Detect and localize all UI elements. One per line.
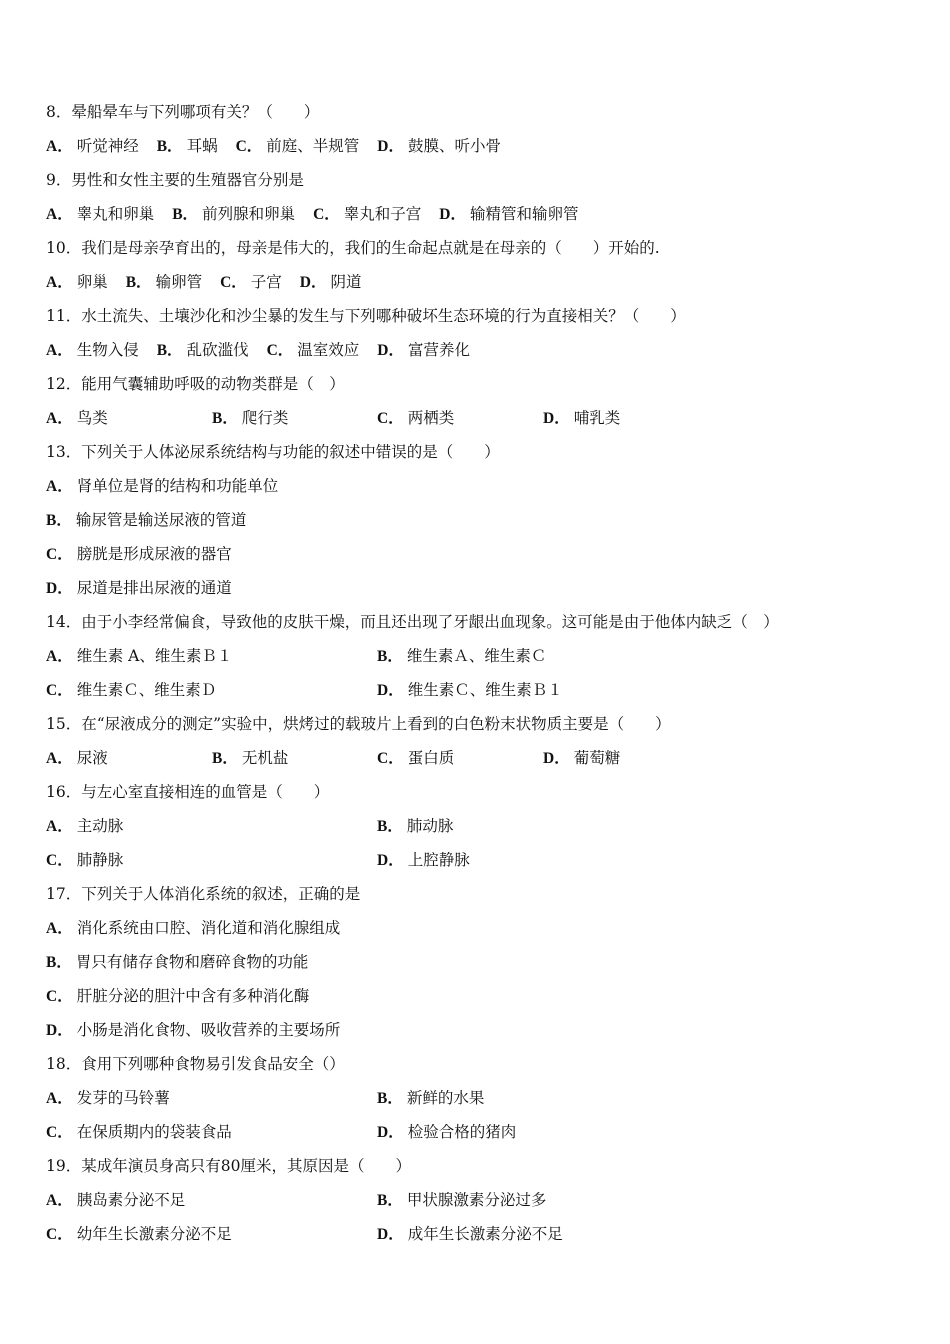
option-letter: B．: [46, 512, 72, 529]
option-letter: A．: [46, 818, 73, 835]
question-2-option-c: [220, 273, 282, 291]
question-9-option-b: [46, 953, 308, 971]
option-text: 两栖类: [407, 409, 455, 427]
option-text: 小肠是消化食物、吸收营养的主要场所: [76, 1021, 341, 1039]
question-2-option-a: [46, 273, 108, 291]
options-row: [46, 474, 906, 498]
question-stem: 16．与左心室直接相连的血管是（ ）: [46, 783, 330, 801]
options-row: [46, 1086, 906, 1110]
question-11-option-c: [46, 1222, 232, 1247]
question-3-option-b: [157, 341, 249, 359]
option-letter: D．: [299, 274, 327, 291]
question-7-option-b: [212, 746, 288, 771]
options-row: [46, 406, 906, 430]
option-text: 维生素Ａ、维生素Ｃ: [406, 647, 547, 665]
question-9-option-c: [46, 987, 309, 1005]
question-1-option-a: [46, 205, 154, 223]
question-stem: 17．下列关于人体消化系统的叙述，正确的是: [46, 885, 361, 903]
option-letter: B．: [172, 206, 199, 223]
question-8-option-b: [377, 814, 453, 839]
option-text: 温室效应: [297, 341, 360, 359]
options-row: [46, 270, 906, 294]
options-row: [46, 508, 906, 532]
option-text: 膀胱是形成尿液的器官: [76, 545, 232, 563]
option-text: 葡萄糖: [573, 749, 621, 767]
option-text: 肺动脉: [406, 817, 454, 835]
option-letter: C．: [46, 546, 73, 563]
option-text: 睾丸和子宫: [343, 205, 422, 223]
question-6-option-a: [46, 644, 232, 669]
option-text: 消化系统由口腔、消化道和消化腺组成: [76, 919, 341, 937]
question-6-option-c: [46, 678, 216, 703]
question-4-option-c: [377, 406, 454, 431]
option-letter: C．: [46, 1226, 73, 1243]
question-5-option-a: [46, 477, 278, 495]
option-text: 鸟类: [76, 409, 108, 427]
question-0-option-d: [377, 137, 501, 155]
question-5-option-c: [46, 545, 232, 563]
option-letter: B．: [377, 1192, 403, 1209]
option-text: 爬行类: [241, 409, 289, 427]
option-letter: D．: [377, 138, 404, 155]
options-row: [46, 338, 906, 362]
option-text: 尿道是排出尿液的通道: [76, 579, 232, 597]
option-text: 甲状腺激素分泌过多: [406, 1191, 547, 1209]
option-text: 维生素 A、维生素Ｂ１: [76, 647, 233, 665]
question-3-option-c: [267, 341, 360, 359]
option-letter: D．: [46, 580, 73, 597]
option-text: 富营养化: [408, 341, 471, 359]
option-letter: B．: [377, 1090, 403, 1107]
question-1-option-c: [313, 205, 421, 223]
option-text: 主动脉: [76, 817, 124, 835]
option-letter: A．: [46, 1090, 73, 1107]
question-3-option-a: [46, 341, 139, 359]
question-stem: 19．某成年演员身高只有80厘米，其原因是（ ）: [46, 1157, 411, 1175]
option-text: 前庭、半规管: [266, 137, 360, 155]
option-letter: C．: [377, 410, 404, 427]
question-stem: 8．晕船晕车与下列哪项有关？（ ）: [46, 103, 320, 121]
option-letter: D．: [377, 852, 404, 869]
options-row: [46, 134, 906, 158]
option-letter: B．: [156, 138, 183, 155]
option-text: 肺静脉: [76, 851, 124, 869]
option-letter: C．: [46, 1124, 73, 1141]
option-text: 胃只有储存食物和磨碎食物的功能: [75, 953, 309, 971]
option-letter: C．: [266, 342, 294, 359]
options-row: [46, 984, 906, 1008]
option-letter: B．: [377, 818, 403, 835]
option-text: 尿液: [76, 749, 108, 767]
option-text: 耳蜗: [186, 137, 218, 155]
question-4-option-b: [212, 406, 288, 431]
question-stem: 11．水土流失、土壤沙化和沙尘暴的发生与下列哪种破坏生态环境的行为直接相关？（ ）: [46, 307, 686, 325]
question-stem: 15．在“尿液成分的测定”实验中，烘烤过的载玻片上看到的白色粉末状物质主要是（ ）: [46, 715, 671, 733]
option-letter: A．: [46, 478, 73, 495]
question-6-option-d: [377, 678, 563, 703]
question-6-option-b: [377, 644, 546, 669]
question-5-option-b: [46, 511, 246, 529]
option-letter: D．: [543, 410, 570, 427]
option-letter: D．: [439, 206, 466, 223]
question-0-option-c: [236, 137, 360, 155]
option-letter: B．: [212, 750, 238, 767]
option-letter: D．: [377, 1124, 404, 1141]
option-text: 输精管和输卵管: [470, 205, 579, 223]
option-text: 哺乳类: [573, 409, 621, 427]
options-row: [46, 916, 906, 940]
options-row: [46, 848, 906, 872]
option-text: 新鲜的水果: [406, 1089, 485, 1107]
option-text: 幼年生长激素分泌不足: [76, 1225, 232, 1243]
option-letter: D．: [377, 1226, 404, 1243]
option-text: 检验合格的猪肉: [407, 1123, 517, 1141]
question-9-option-d: [46, 1021, 340, 1039]
option-letter: A．: [46, 1192, 73, 1209]
option-text: 睾丸和卵巢: [76, 205, 155, 223]
option-letter: A．: [46, 648, 73, 665]
options-row: [46, 576, 906, 600]
question-8-option-c: [46, 848, 123, 873]
option-letter: B．: [377, 648, 403, 665]
question-9-option-a: [46, 919, 340, 937]
question-7-option-c: [377, 746, 454, 771]
question-0-option-a: [46, 137, 139, 155]
question-7-option-a: [46, 746, 108, 771]
option-text: 阴道: [330, 273, 362, 291]
option-letter: C．: [46, 988, 73, 1005]
options-row: [46, 1222, 906, 1246]
options-row: [46, 950, 906, 974]
question-11-option-b: [377, 1188, 546, 1213]
question-4-option-a: [46, 406, 108, 431]
question-1-option-d: [439, 205, 578, 223]
option-letter: C．: [377, 750, 404, 767]
option-letter: B．: [212, 410, 238, 427]
option-text: 无机盐: [241, 749, 289, 767]
option-text: 听觉神经: [76, 137, 139, 155]
options-row: [46, 746, 906, 770]
option-letter: C．: [46, 852, 73, 869]
option-text: 前列腺和卵巢: [202, 205, 296, 223]
question-stem: 9．男性和女性主要的生殖器官分别是: [46, 171, 304, 189]
option-text: 发芽的马铃薯: [76, 1089, 170, 1107]
options-row: [46, 678, 906, 702]
option-letter: D．: [377, 682, 404, 699]
option-letter: B．: [125, 274, 152, 291]
question-8-option-d: [377, 848, 470, 873]
option-letter: D．: [377, 342, 404, 359]
question-10-option-b: [377, 1086, 484, 1111]
option-text: 输卵管: [155, 273, 203, 291]
option-letter: D．: [46, 1022, 73, 1039]
options-row: [46, 1018, 906, 1042]
question-2-option-b: [126, 273, 202, 291]
option-text: 蛋白质: [407, 749, 455, 767]
option-letter: A．: [46, 138, 73, 155]
option-letter: C．: [235, 138, 263, 155]
option-text: 维生素Ｃ、维生素Ｂ１: [407, 681, 563, 699]
option-letter: A．: [46, 750, 73, 767]
question-stem: 12．能用气囊辅助呼吸的动物类群是（ ）: [46, 375, 345, 393]
question-2-option-d: [300, 273, 362, 291]
options-row: [46, 644, 906, 668]
question-5-option-d: [46, 579, 232, 597]
option-letter: A．: [46, 206, 73, 223]
options-row: [46, 542, 906, 566]
option-letter: C．: [313, 206, 340, 223]
option-text: 维生素Ｃ、维生素Ｄ: [76, 681, 217, 699]
option-text: 乱砍滥伐: [186, 341, 249, 359]
option-letter: C．: [220, 274, 247, 291]
option-text: 输尿管是输送尿液的管道: [75, 511, 247, 529]
question-0-option-b: [157, 137, 218, 155]
question-1-option-b: [172, 205, 295, 223]
question-11-option-a: [46, 1188, 185, 1213]
question-stem: 14．由于小李经常偏食，导致他的皮肤干燥，而且还出现了牙龈出血现象。这可能是由于他体内缺乏（ ）: [46, 613, 779, 631]
option-letter: B．: [46, 954, 72, 971]
option-letter: A．: [46, 274, 73, 291]
question-stem: 10．我们是母亲孕育出的，母亲是伟大的，我们的生命起点就是在母亲的（ ）开始的.: [46, 239, 660, 257]
question-10-option-c: [46, 1120, 232, 1145]
option-text: 鼓膜、听小骨: [408, 137, 502, 155]
option-letter: A．: [46, 920, 73, 937]
question-stem: 18．食用下列哪种食物易引发食品安全（）: [46, 1055, 345, 1073]
question-10-option-d: [377, 1120, 516, 1145]
question-7-option-d: [543, 746, 620, 771]
option-text: 生物入侵: [76, 341, 139, 359]
question-3-option-d: [377, 341, 470, 359]
options-row: [46, 814, 906, 838]
option-text: 在保质期内的袋装食品: [76, 1123, 232, 1141]
option-text: 胰岛素分泌不足: [76, 1191, 186, 1209]
question-11-option-d: [377, 1222, 563, 1247]
option-text: 上腔静脉: [407, 851, 470, 869]
option-text: 肾单位是肾的结构和功能单位: [76, 477, 279, 495]
option-text: 成年生长激素分泌不足: [407, 1225, 563, 1243]
option-text: 肝脏分泌的胆汁中含有多种消化酶: [76, 987, 310, 1005]
options-row: [46, 1188, 906, 1212]
option-letter: D．: [543, 750, 570, 767]
question-8-option-a: [46, 814, 123, 839]
question-stem: 13．下列关于人体泌尿系统结构与功能的叙述中错误的是（ ）: [46, 443, 500, 461]
question-4-option-d: [543, 406, 620, 431]
option-letter: C．: [46, 682, 73, 699]
option-letter: A．: [46, 410, 73, 427]
options-row: [46, 202, 906, 226]
option-text: 卵巢: [76, 273, 108, 291]
options-row: [46, 1120, 906, 1144]
option-text: 子宫: [250, 273, 282, 291]
option-letter: A．: [46, 342, 73, 359]
question-10-option-a: [46, 1086, 170, 1111]
option-letter: B．: [156, 342, 183, 359]
